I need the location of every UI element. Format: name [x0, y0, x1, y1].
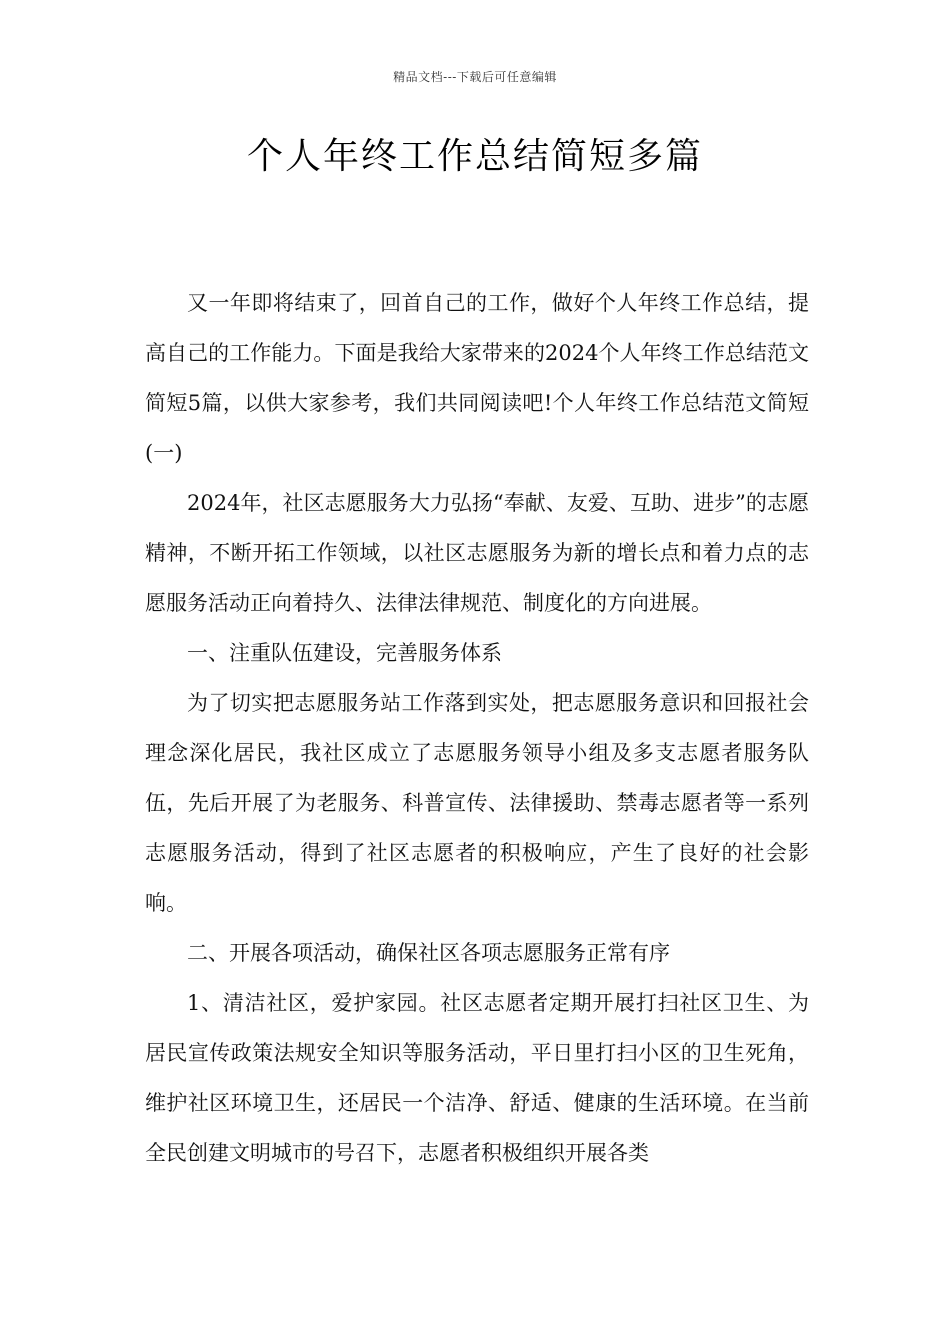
paragraph-team-building: 为了切实把志愿服务站工作落到实处，把志愿服务意识和回报社会理念深化居民，我社区成立了志愿服务领导小组及多支志愿者服务队伍，先后开展了为老服务、科普宣传、法律援助、禁毒志愿者等一系列志愿服务活动，得到了社区志愿者的积极响应，产生了良好的社会影响。 — [145, 691, 809, 915]
section-heading-2: 二、开展各项活动，确保社区各项志愿服务正常有序 — [187, 941, 670, 965]
document-title: 个人年终工作总结简短多篇 — [246, 136, 703, 177]
paragraph-overview: 2024年，社区志愿服务大力弘扬“奉献、友爱、互助、进步”的志愿精神，不断开拓工作领域，以社区志愿服务为新的增长点和着力点的志愿服务活动正向着持久、法律法律规范、制度化的方向进展。 — [145, 491, 809, 615]
document-body — [145, 278, 809, 1178]
paragraph-intro: 又一年即将结束了，回首自己的工作，做好个人年终工作总结，提高自己的工作能力。下面是我给大家带来的2024个人年终工作总结范文简短5篇，以供大家参考，我们共同阅读吧!个人年终工作总结范文简短(一) — [145, 291, 809, 465]
header-note: 精品文档---下载后可任意编辑 — [393, 70, 557, 84]
paragraph-clean-community: 1、清洁社区，爱护家园。社区志愿者定期开展打扫社区卫生、为居民宣传政策法规安全知识等服务活动，平日里打扫小区的卫生死角，维护社区环境卫生，还居民一个洁净、舒适、健康的生活环境。在当前全民创建文明城市的号召下，志愿者积极组织开展各类 — [145, 991, 809, 1165]
section-heading-1: 一、注重队伍建设，完善服务体系 — [187, 641, 502, 665]
